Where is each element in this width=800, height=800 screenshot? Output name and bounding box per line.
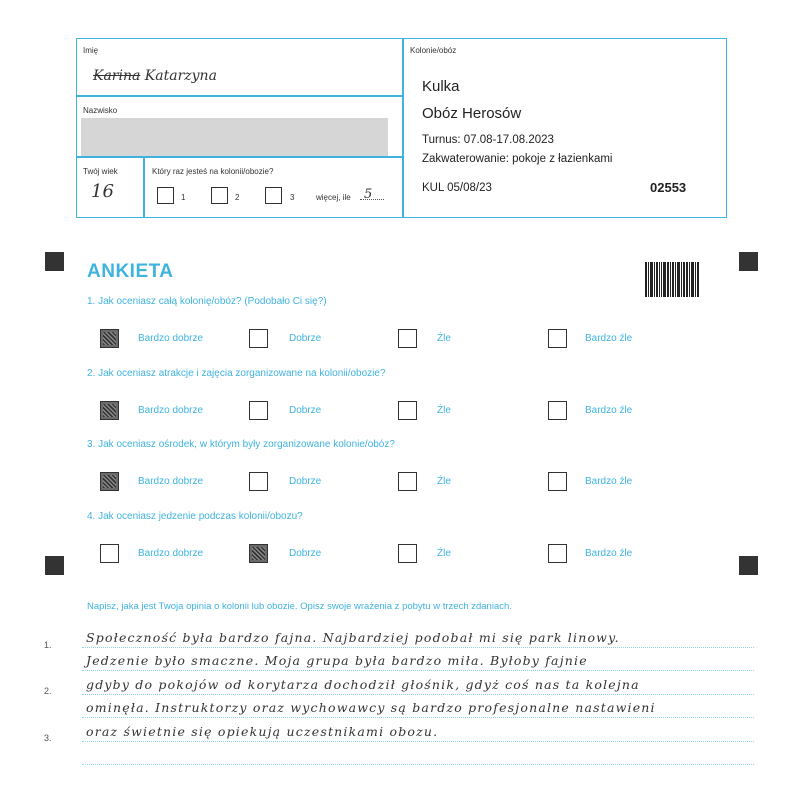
- times-option-1: 1: [181, 193, 186, 202]
- registration-mark-top-left: [45, 252, 64, 271]
- registration-mark-top-right: [739, 252, 758, 271]
- question-2-option-2-checkbox[interactable]: [249, 401, 268, 420]
- ref-code: KUL 05/08/23: [422, 182, 492, 194]
- answer-line: [82, 717, 754, 718]
- answer-line: [82, 694, 754, 695]
- accommodation-text: Zakwaterowanie: pokoje z łazienkami: [422, 153, 613, 165]
- form-number: 02553: [650, 180, 687, 195]
- question-2-option-3-checkbox[interactable]: [398, 401, 417, 420]
- name-value: Katarzyna: [144, 68, 217, 84]
- registration-mark-bottom-left: [45, 556, 64, 575]
- question-1-option-1-label: Bardzo dobrze: [138, 333, 204, 344]
- question-1-option-3-label: Źle: [437, 333, 451, 344]
- more-value[interactable]: 5: [364, 187, 373, 202]
- question-3-option-3-checkbox[interactable]: [398, 472, 417, 491]
- camp-title: Obóz Herosów: [422, 105, 522, 122]
- answer-line: [82, 741, 754, 742]
- question-4-option-3-label: Źle: [437, 548, 451, 559]
- question-4-option-3-checkbox[interactable]: [398, 544, 417, 563]
- line-number-1: 1.: [44, 640, 52, 650]
- header-divider: [402, 39, 404, 217]
- times-checkbox-2[interactable]: [211, 187, 228, 204]
- question-4-option-1-checkbox[interactable]: [100, 544, 119, 563]
- header-form: [76, 38, 727, 218]
- survey-title: ANKIETA: [87, 261, 174, 282]
- answer-text-line-5[interactable]: oraz świetnie się opiekują uczestnikami obozu.: [86, 724, 439, 739]
- question-2-option-2-label: Dobrze: [289, 405, 322, 416]
- question-2-option-4-label: Bardzo źle: [585, 405, 633, 416]
- age-label: Twój wiek: [83, 167, 118, 176]
- camp-label: Kolonie/obóz: [410, 46, 457, 55]
- question-2-option-3-label: Źle: [437, 405, 451, 416]
- answer-text-line-3[interactable]: gdyby do pokojów od korytarza dochodził głośnik, gdyż coś nas ta kolejna: [86, 677, 640, 692]
- question-1-text: 1. Jak oceniasz całą kolonię/obóz? (Podobało Ci się?): [87, 296, 327, 307]
- question-3-option-2-label: Dobrze: [289, 476, 322, 487]
- answer-text-line-2[interactable]: Jedzenie było smaczne. Moja grupa była bardzo miła. Byłoby fajnie: [86, 653, 588, 668]
- answer-line: [82, 764, 754, 765]
- turnus-text: Turnus: 07.08-17.08.2023: [422, 134, 554, 146]
- answer-line: [82, 647, 754, 648]
- question-3-option-2-checkbox[interactable]: [249, 472, 268, 491]
- name-label: Imię: [83, 46, 99, 55]
- question-1-option-4-checkbox[interactable]: [548, 329, 567, 348]
- camp-name: Kulka: [422, 78, 460, 95]
- surname-label: Nazwisko: [83, 106, 118, 115]
- question-1-option-4-label: Bardzo źle: [585, 333, 633, 344]
- name-field[interactable]: [93, 68, 217, 84]
- question-1-option-2-checkbox[interactable]: [249, 329, 268, 348]
- age-value[interactable]: 16: [91, 181, 114, 202]
- question-4-option-2-checkbox[interactable]: [249, 544, 268, 563]
- name-divider: [77, 95, 402, 97]
- name-crossed-out: Karina: [93, 68, 141, 84]
- times-option-2: 2: [235, 193, 240, 202]
- question-4-text: 4. Jak oceniasz jedzenie podczas kolonii/obozu?: [87, 511, 303, 522]
- line-number-3: 3.: [44, 733, 52, 743]
- question-2-option-4-checkbox[interactable]: [548, 401, 567, 420]
- answer-line: [82, 670, 754, 671]
- question-1-option-1-checkbox[interactable]: [100, 329, 119, 348]
- opinion-prompt: Napisz, jaka jest Twoja opinia o kolonii lub obozie. Opisz swoje wrażenia z pobytu w trzech zdaniach.: [87, 601, 512, 612]
- question-4-option-2-label: Dobrze: [289, 548, 322, 559]
- more-label: więcej, ile: [316, 193, 351, 202]
- registration-mark-bottom-right: [739, 556, 758, 575]
- question-2-text: 2. Jak oceniasz atrakcje i zajęcia zorganizowane na kolonii/obozie?: [87, 368, 386, 379]
- question-3-option-3-label: Źle: [437, 476, 451, 487]
- question-4-option-4-checkbox[interactable]: [548, 544, 567, 563]
- question-3-option-1-label: Bardzo dobrze: [138, 476, 204, 487]
- question-1-option-3-checkbox[interactable]: [398, 329, 417, 348]
- times-option-3: 3: [290, 193, 295, 202]
- surname-divider: [77, 156, 402, 158]
- times-label: Który raz jesteś na kolonii/obozie?: [152, 167, 274, 176]
- times-checkbox-3[interactable]: [265, 187, 282, 204]
- question-1-option-2-label: Dobrze: [289, 333, 322, 344]
- question-4-option-1-label: Bardzo dobrze: [138, 548, 204, 559]
- surname-redacted: [81, 118, 388, 156]
- question-3-option-4-label: Bardzo źle: [585, 476, 633, 487]
- line-number-2: 2.: [44, 686, 52, 696]
- question-4-option-4-label: Bardzo źle: [585, 548, 633, 559]
- barcode: [645, 262, 700, 297]
- times-checkbox-1[interactable]: [157, 187, 174, 204]
- answer-text-line-1[interactable]: Społeczność była bardzo fajna. Najbardziej podobał mi się park linowy.: [86, 630, 620, 645]
- question-3-option-4-checkbox[interactable]: [548, 472, 567, 491]
- question-3-option-1-checkbox[interactable]: [100, 472, 119, 491]
- answer-text-line-4[interactable]: ominęła. Instruktorzy oraz wychowawcy są bardzo profesjonalne nastawieni: [86, 700, 656, 715]
- age-divider: [143, 156, 145, 217]
- question-3-text: 3. Jak oceniasz ośrodek, w którym były zorganizowane kolonie/obóz?: [87, 439, 395, 450]
- question-2-option-1-label: Bardzo dobrze: [138, 405, 204, 416]
- question-2-option-1-checkbox[interactable]: [100, 401, 119, 420]
